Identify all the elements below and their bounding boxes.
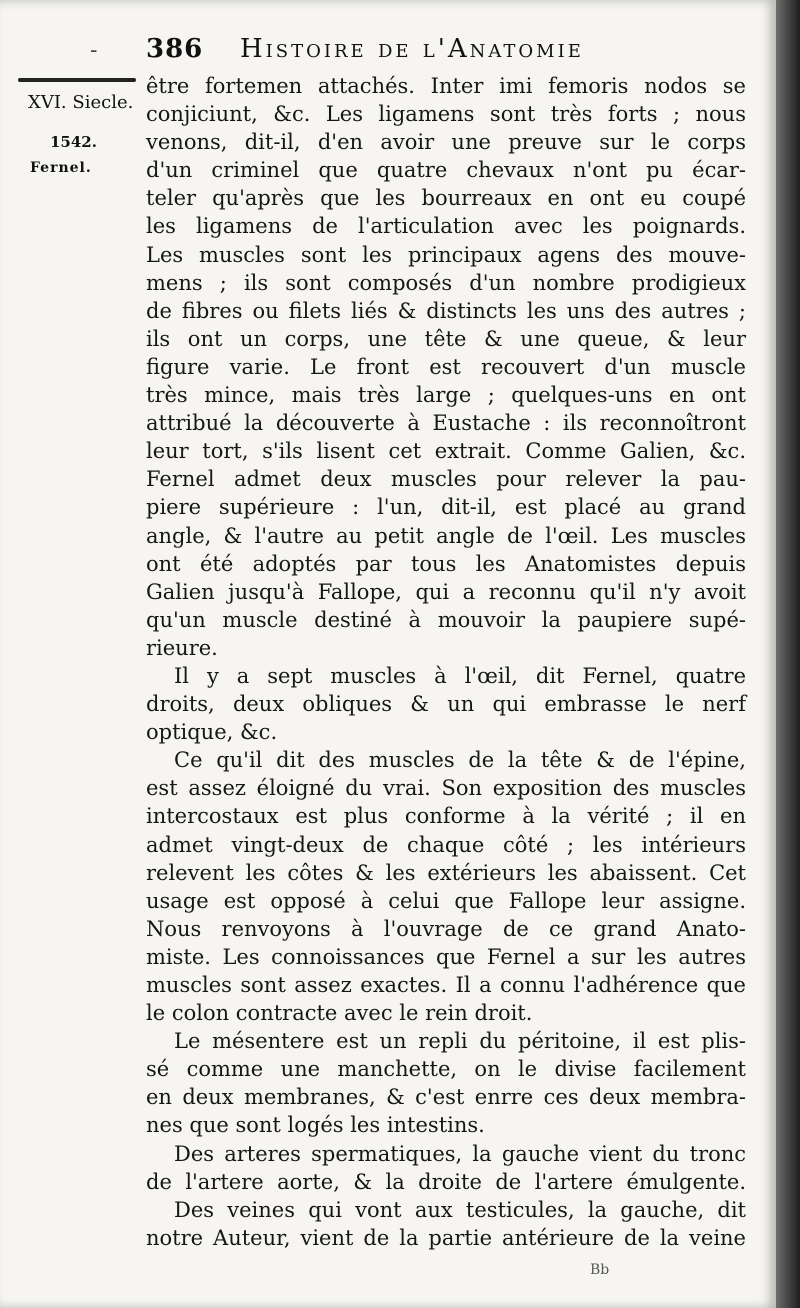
text-line: Il y a sept muscles à l'œil, dit Fernel, quatre [174, 663, 746, 688]
header-dash: - [90, 38, 98, 63]
text-line: notre Auteur, vient de la partie antérieure de la veine [146, 1225, 746, 1250]
text-line: est assez éloigné du vrai. Son exposition des muscles [146, 776, 746, 801]
text-line: miste. Les connoissances que Fernel a sur les autres [146, 944, 746, 969]
text-line: très mince, mais très large ; quelques-uns en ont [146, 383, 746, 408]
text-line: les ligamens de l'articulation avec les poignards. [146, 214, 746, 239]
page-number: 386 [146, 34, 204, 64]
text-line: ont été adoptés par tous les Anatomistes depuis [146, 551, 746, 576]
text-line: Des arteres spermatiques, la gauche vient du tronc [174, 1141, 746, 1166]
margin-year: 1542. [50, 133, 97, 151]
text-line: leur tort, s'ils lisent cet extrait. Comme Galien, &c. [146, 439, 746, 464]
text-line: relevent les côtes & les extérieurs les abaissent. Cet [146, 860, 746, 885]
page-edge [776, 0, 800, 1308]
text-line: en deux membranes, & c'est enrre ces deux membra- [146, 1085, 746, 1110]
text-line: muscles sont assez exactes. Il a connu l'adhérence que [146, 973, 746, 997]
text-line: sé comme une manchette, on le divise facilement [146, 1057, 746, 1082]
text-line: piere supérieure : l'un, dit-il, est placé au grand [146, 495, 746, 520]
text-line: qu'un muscle destiné à mouvoir la paupiere supé- [146, 607, 746, 632]
text-line: teler qu'après que les bourreaux en ont eu coupé [146, 186, 746, 211]
text-line: d'un criminel que quatre chevaux n'ont pu écar- [146, 158, 746, 183]
page-header [90, 30, 750, 70]
margin-century: XVI. Siecle. [28, 92, 134, 113]
signature-mark: Bb [590, 1262, 610, 1278]
text-line: nes que sont logés les intestins. [146, 1113, 485, 1138]
text-line: figure varie. Le front est recouvert d'un muscle [146, 354, 746, 379]
text-line: admet vingt-deux de chaque côté ; les intérieurs [146, 832, 746, 857]
text-line: intercostaux est plus conforme à la vérité ; il en [146, 804, 746, 829]
text-line: Le mésentere est un repli du péritoine, il est plis- [174, 1029, 746, 1054]
text-line: ils ont un corps, une tête & une queue, & leur [146, 326, 746, 351]
text-line: Les muscles sont les principaux agens des mouve- [146, 242, 746, 267]
text-line: Fernel admet deux muscles pour relever la pau- [146, 467, 746, 492]
text-line: être fortemen attachés. Inter imi femoris nodos se [146, 74, 746, 98]
margin-rule [18, 78, 136, 82]
body-text [146, 72, 746, 1252]
text-line: conjiciunt, &c. Les ligamens sont très forts ; nous [146, 102, 746, 127]
text-line: droits, deux obliques & un qui embrasse le nerf [146, 692, 746, 717]
text-line: attribué la découverte à Eustache : ils reconnoîtront [146, 411, 746, 436]
text-line: de fibres ou filets liés & distincts les uns des autres ; [146, 298, 746, 323]
text-line: angle, & l'autre au petit angle de l'œil. Les muscles [146, 523, 746, 548]
text-line: optique, &c. [146, 720, 278, 745]
text-line: Nous renvoyons à l'ouvrage de ce grand Anato- [146, 916, 746, 941]
text-line: Galien jusqu'à Fallope, qui a reconnu qu'il n'y avoit [146, 579, 746, 604]
text-line: de l'artere aorte, & la droite de l'artere émulgente. [146, 1169, 746, 1194]
text-line: Ce qu'il dit des muscles de la tête & de l'épine, [174, 748, 746, 773]
text-line: usage est opposé à celui que Fallope leur assigne. [146, 888, 746, 913]
margin-author-name: Fernel. [30, 160, 92, 176]
text-line: venons, dit-il, d'en avoir une preuve sur le corps [146, 130, 746, 155]
text-line: le colon contracte avec le rein droit. [146, 1001, 533, 1026]
text-line: mens ; ils sont composés d'un nombre prodigieux [146, 270, 746, 295]
running-title: Histoire de l'Anatomie [240, 34, 584, 64]
text-line: rieure. [146, 635, 218, 660]
text-line: Des veines qui vont aux testicules, la gauche, dit [174, 1197, 746, 1222]
